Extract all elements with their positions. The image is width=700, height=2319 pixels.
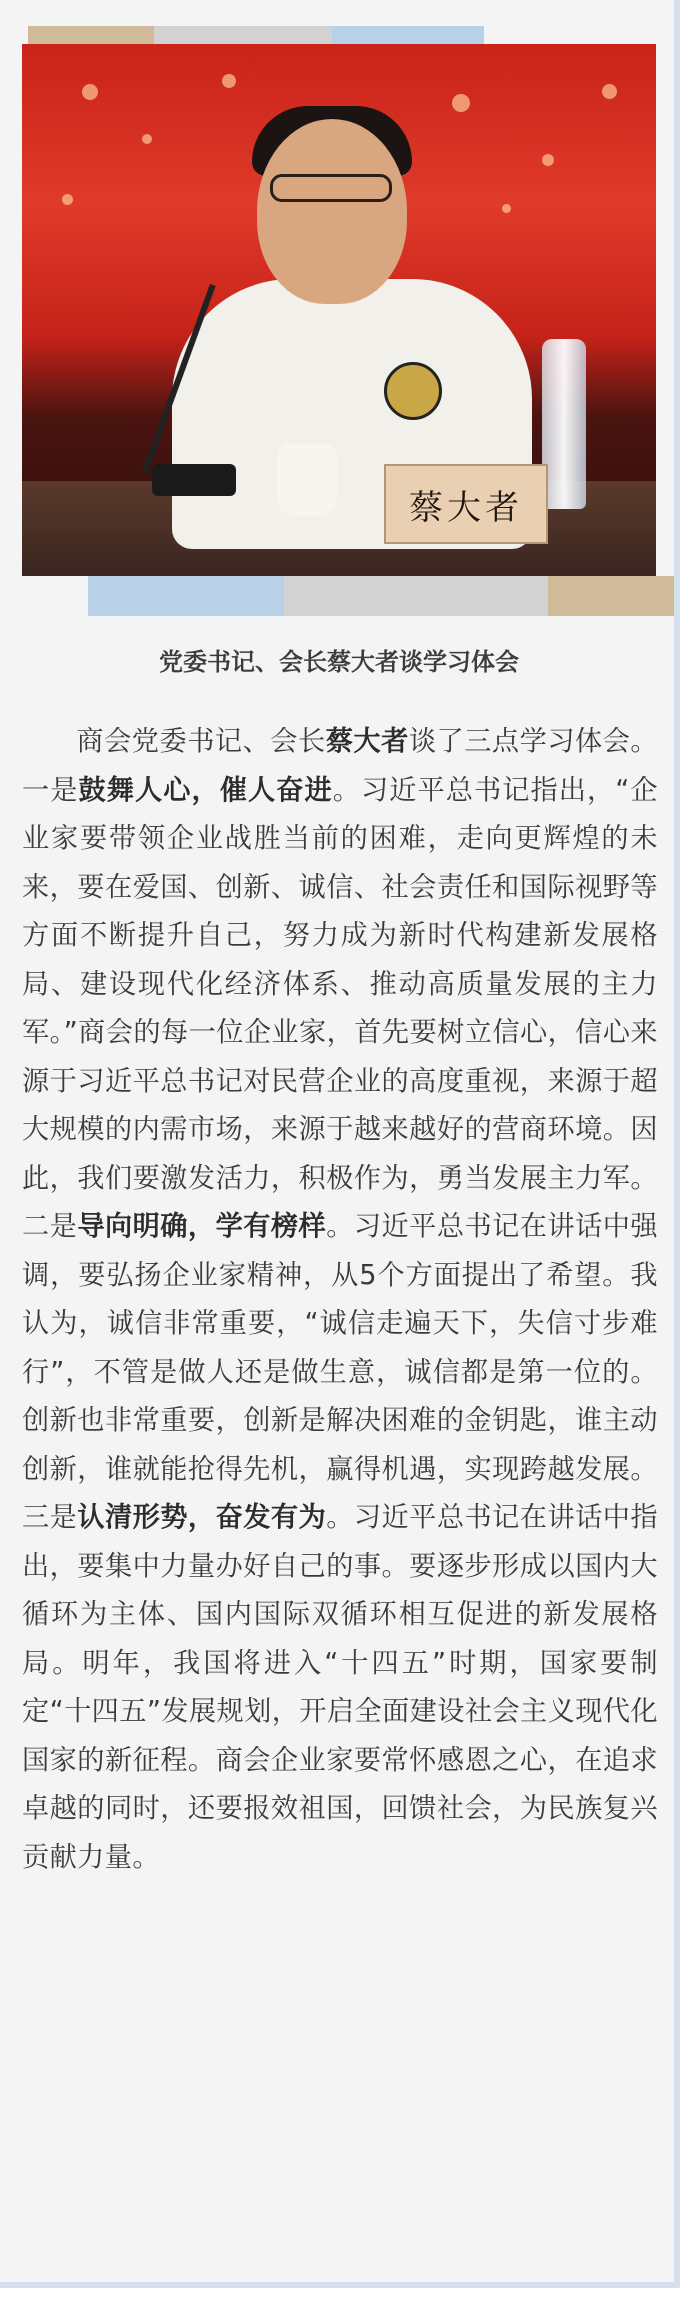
bottom-bar-tan: [548, 576, 674, 616]
bokeh-light: [82, 84, 98, 100]
article-emphasis: 蔡大者: [325, 726, 409, 757]
article-emphasis: 导向明确，学有榜样: [77, 1211, 327, 1242]
speaker-head: [257, 119, 407, 304]
bokeh-light: [542, 154, 554, 166]
speaker-photo: [22, 44, 656, 576]
article-emphasis: 认清形势，奋发有为: [77, 1502, 327, 1533]
article-text: 商会党委书记、会长: [76, 726, 326, 757]
bokeh-light: [452, 94, 470, 112]
bottom-bar-gray: [284, 576, 548, 616]
article-emphasis: 鼓舞人心，催人奋进: [78, 774, 333, 806]
tea-cup: [277, 444, 337, 516]
article-text: 谈了三点学习体会。一是: [22, 726, 659, 806]
article-body: [22, 718, 658, 1882]
bokeh-light: [222, 74, 236, 88]
bottom-bar-blue: [88, 576, 284, 616]
top-bar-blue: [332, 26, 484, 44]
bokeh-light: [62, 194, 73, 205]
bokeh-light: [142, 134, 152, 144]
article-text: 。习近平总书记指出，“企业家要带领企业战胜当前的困难，走向更辉煌的未来，要在爱国、创新、诚信、社会责任和国际视野等方面不断提升自己，努力成为新时代构建新发展格局、建设现代化经济体系、推动高质量发展的主力军。”商会的每一位企业家，首先要树立信心，信心来源于习近平总书记对民营企业的高度重视，来源于超大规模的内需市场，来源于越来越好的营商环境。因此，我们要激发活力，积极作为，勇当发展主力军。二是: [22, 774, 658, 1242]
photo-caption: 党委书记、会长蔡大者谈学习体会: [159, 648, 519, 676]
article-text: 。习近平总书记在讲话中强调，要弘扬企业家精神，从5个方面提出了希望。我认为，诚信非常重要，“诚信走遍天下，失信寸步难行”，不管是做人还是做生意，诚信都是第一位的。创新也非常重要，创新是解决困难的金钥匙，谁主动创新，谁就能抢得先机，赢得机遇，实现跨越发展。三是: [22, 1211, 658, 1533]
microphone-base: [152, 464, 236, 496]
lapel-badge: [384, 362, 442, 420]
bottom-decor-bars: [88, 576, 674, 616]
top-bar-tan: [28, 26, 154, 44]
top-bar-gray: [154, 26, 332, 44]
article-text: 。习近平总书记在讲话中指出，要集中力量办好自己的事。要逐步形成以国内大循环为主体、国内国际双循环相互促进的新发展格局。明年，我国将进入“十四五”时期，国家要制定“十四五”发展规划，开启全面建设社会主义现代化国家的新征程。商会企业家要常怀感恩之心，在追求卓越的同时，还要报效祖国，回馈社会，为民族复兴贡献力量。: [22, 1502, 658, 1873]
speaker-glasses: [270, 174, 392, 202]
water-bottle: [542, 339, 586, 509]
nameplate: 蔡大者: [384, 464, 548, 544]
bokeh-light: [502, 204, 511, 213]
top-decor-bars: [28, 26, 484, 44]
bokeh-light: [602, 84, 617, 99]
